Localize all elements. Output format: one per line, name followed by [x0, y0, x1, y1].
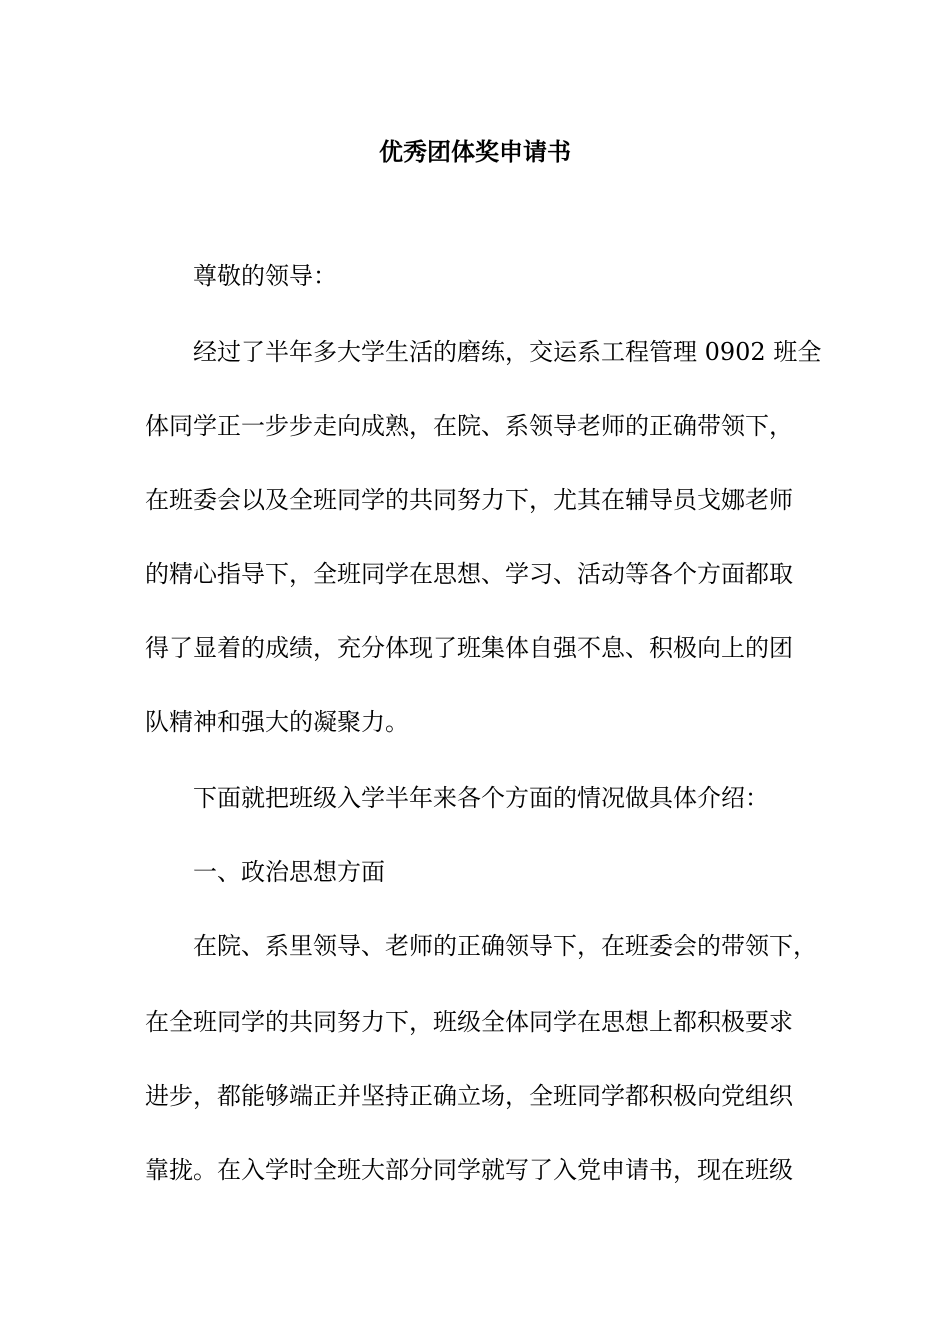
- paragraph-line: 靠拢。在入学时全班大部分同学就写了入党申请书，现在班级: [145, 1156, 793, 1184]
- paragraph-line: 体同学正一步步走向成熟，在院、系领导老师的正确带领下，: [145, 412, 793, 440]
- paragraph-line: 下面就把班级入学半年来各个方面的情况做具体介绍：: [193, 784, 769, 812]
- paragraph-line: 在班委会以及全班同学的共同努力下，尤其在辅导员戈娜老师: [145, 486, 793, 514]
- paragraph-line: 在院、系里领导、老师的正确领导下，在班委会的带领下，: [193, 932, 817, 960]
- document-title: 优秀团体奖申请书: [379, 137, 571, 166]
- paragraph-line: 经过了半年多大学生活的磨练，交运系工程管理 0902 班全: [193, 338, 822, 366]
- paragraph-line: 进步，都能够端正并坚持正确立场，全班同学都积极向党组织: [145, 1082, 793, 1110]
- salutation-line: 尊敬的领导：: [193, 262, 337, 290]
- section-heading: 一、政治思想方面: [193, 858, 385, 886]
- paragraph-line: 的精心指导下，全班同学在思想、学习、活动等各个方面都取: [145, 560, 793, 588]
- paragraph-line: 在全班同学的共同努力下，班级全体同学在思想上都积极要求: [145, 1008, 793, 1036]
- paragraph-line: 队精神和强大的凝聚力。: [145, 708, 409, 736]
- paragraph-line: 得了显着的成绩，充分体现了班集体自强不息、积极向上的团: [145, 634, 793, 662]
